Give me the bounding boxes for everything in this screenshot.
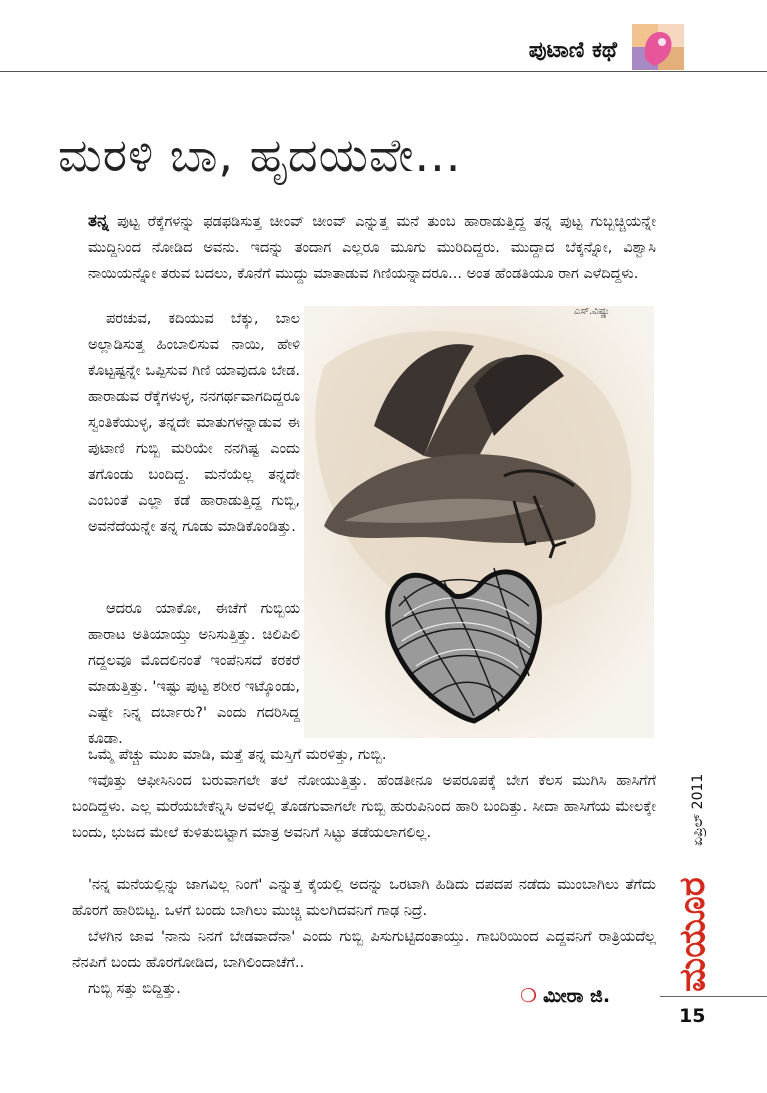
illustration-credit: ಎಸ್.ವಿಷ್ಣು [574,306,610,317]
paragraph-5: ಇವೊತ್ತು ಆಫೀಸಿನಿಂದ ಬರುವಾಗಲೇ ತಲೆ ನೋಯುತ್ತಿತ್ತು. ಹೆಂಡತೀನೂ ಅಪರೂಪಕ್ಕೆ ಬೇಗ ಕೆಲಸ ಮುಗಿಸಿ ಹಾಸಿಗೆಗೆ ಬಂದಿದ್ದಳು. ಎಲ್ಲ ಮರೆಯಬೇಕೆನ್ನಿಸಿ ಅವಳಲ್ಲಿ ತೊಡಗುವಾಗಲೇ ಗುಬ್ಬಿ ಹುರುಪಿನಿಂದ ಹಾರಿ ಬಂದಿತ್ತು. ಸೀದಾ ಹಾಸಿಗೆಯ ಮೇಲಕ್ಕೇ ಬಂದು, ಭುಜದ ಮೇಲೆ ಕುಳಿತುಬಿಟ್ಟಾಗ ಮಾತ್ರ ಅವನಿಗೆ ಸಿಟ್ಟು ತಡೆಯಲಾಗಲಿಲ್ಲ. [72,773,656,841]
section-label: ಪುಟಾಣಿ ಕಥೆ [528,38,617,63]
sparrow-illustration [304,306,654,738]
author-signature [520,985,610,1007]
article-title: ಮರಳಿ ಬಾ, ಹೃದಯವೇ... [58,128,462,182]
paragraph-2: ಪರಚುವ, ಕದಿಯುವ ಬೆಕ್ಕು, ಬಾಲ ಅಲ್ಲಾಡಿಸುತ್ತ ಹಿಂಬಾಲಿಸುವ ನಾಯಿ, ಹೇಳಿ ಕೊಟ್ಟಷ್ಟನ್ನೇ ಒಪ್ಪಿಸುವ ಗಿಣಿ ಯಾವುದೂ ಬೇಡ. ಹಾರಾಡುವ ರೆಕ್ಕೆಗಳುಳ್ಳ, ನನಗರ್ಥವಾಗದಿದ್ದರೂ ಸ್ವಂತಿಕೆಯುಳ್ಳ, ತನ್ನದೇ ಮಾತುಗಳನ್ನಾಡುವ ಈ ಪುಟಾಣಿ ಗುಬ್ಬಿ ಮರಿಯೇ ನನಗಿಷ್ಟ ಎಂದು ತಗೊಂಡು ಬಂದಿದ್ದ. ಮನೆಯೆಲ್ಲ ತನ್ನದೇ ಎಂಬಂತೆ ಎಲ್ಲಾ ಕಡೆ ಹಾರಾಡುತ್ತಿದ್ದ ಗುಬ್ಬಿ, ಅವನೆದೆಯನ್ನೇ ತನ್ನ ಗೂಡು ಮಾಡಿಕೊಂಡಿತ್ತು. [88,311,300,535]
magazine-name: ಮಯೂರ [672,877,713,992]
issue-date: ಏಪ್ರಿಲ್ 2011 [690,773,706,846]
author-marker-icon: ❍ [520,985,538,1007]
paragraph-3: ಆದರೂ ಯಾಕೋ, ಈಚೆಗೆ ಗುಬ್ಬಿಯ ಹಾರಾಟ ಅತಿಯಾಯ್ತು ಅನಿಸುತ್ತಿತ್ತು. ಚಿಲಿಪಿಲಿ ಗದ್ದಲವೂ ಮೊದಲಿನಂತೆ ಇಂಪೆನಿಸದೆ ಕರಕರೆ ಮಾಡುತ್ತಿತ್ತು. 'ಇಷ್ಟು ಪುಟ್ಟ ಶರೀರ ಇಟ್ಕೊಂಡು, ಎಷ್ಟೇ ನಿನ್ನ ದರ್ಬಾರು?' ಎಂದು ಗದರಿಸಿದ್ದ ಕೂಡಾ. [88,601,300,747]
footer-divider [660,996,767,997]
paragraph-6: 'ನನ್ನ ಮನೆಯಲ್ಲಿನ್ನು ಜಾಗವಿಲ್ಲ ನಿಂಗೆ' ಎನ್ನುತ್ತ ಕೈಯಲ್ಲಿ ಅದನ್ನು ಒರಟಾಗಿ ಹಿಡಿದು ದಪದಪ ನಡೆದು ಮುಂಬಾಗಿಲು ತೆಗೆದು ಹೊರಗೆ ಹಾರಿಬಿಟ್ಟ. ಒಳಗೆ ಬಂದು ಬಾಗಿಲು ಮುಚ್ಚಿ ಮಲಗಿದವನಿಗೆ ಗಾಢ ನಿದ್ರೆ. [72,877,656,919]
lead-word: ತನ್ನ [88,211,109,231]
paragraph-1: ತನ್ನ ಪುಟ್ಟ ರೆಕ್ಕೆಗಳನ್ನು ಫಡಫಡಿಸುತ್ತ ಚೀಂವ್ ಚೀಂವ್ ಎನ್ನುತ್ತ ಮನೆ ತುಂಬ ಹಾರಾಡುತ್ತಿದ್ದ ತನ್ನ ಪುಟ್ಟ ಗುಬ್ಬಚ್ಚಿಯನ್ನೇ ಮುದ್ದಿನಿಂದ ನೋಡಿದ ಅವನು. ಇದನ್ನು ತಂದಾಗ ಎಲ್ಲರೂ ಮೂಗು ಮುರಿದಿದ್ದರು. ಮುದ್ದಾದ ಬೆಕ್ಕನ್ನೋ, ವಿಶ್ವಾಸಿ ನಾಯಿಯನ್ನೋ ತರುವ ಬದಲು, ಕೊನೆಗೆ ಮುದ್ದು ಮಾತಾಡುವ ಗಿಣಿಯನ್ನಾದರೂ... ಅಂತ ಹೆಂಡತಿಯೂ ರಾಗ ಎಳೆದಿದ್ದಳು. [88,211,656,282]
paragraph-8: ಗುಬ್ಬಿ ಸತ್ತು ಬಿದ್ದಿತ್ತು. [88,981,181,997]
author-name: ಮೀರಾ ಜಿ. [543,985,611,1007]
page-number: 15 [679,1005,706,1027]
section-logo-icon [632,24,684,70]
header-divider [0,71,767,72]
paragraph-7: ಬೆಳಗಿನ ಜಾವ 'ನಾನು ನಿನಗೆ ಬೇಡವಾದೆನಾ' ಎಂದು ಗುಬ್ಬಿ ಪಿಸುಗುಟ್ಟಿದಂತಾಯ್ತು. ಗಾಬರಿಯಿಂದ ಎದ್ದವನಿಗೆ ರಾತ್ರಿಯದೆಲ್ಲ ನೆನಪಿಗೆ ಬಂದು ಹೊರಗೋಡಿದ, ಬಾಗಿಲಿಂದಾಚೆಗೆ.. [72,929,656,971]
paragraph-4: ಒಮ್ಮೆ ಪೆಚ್ಚು ಮುಖ ಮಾಡಿ, ಮತ್ತೆ ತನ್ನ ಮಸ್ತಿಗೆ ಮರಳಿತ್ತು, ಗುಬ್ಬಿ. [88,747,387,763]
